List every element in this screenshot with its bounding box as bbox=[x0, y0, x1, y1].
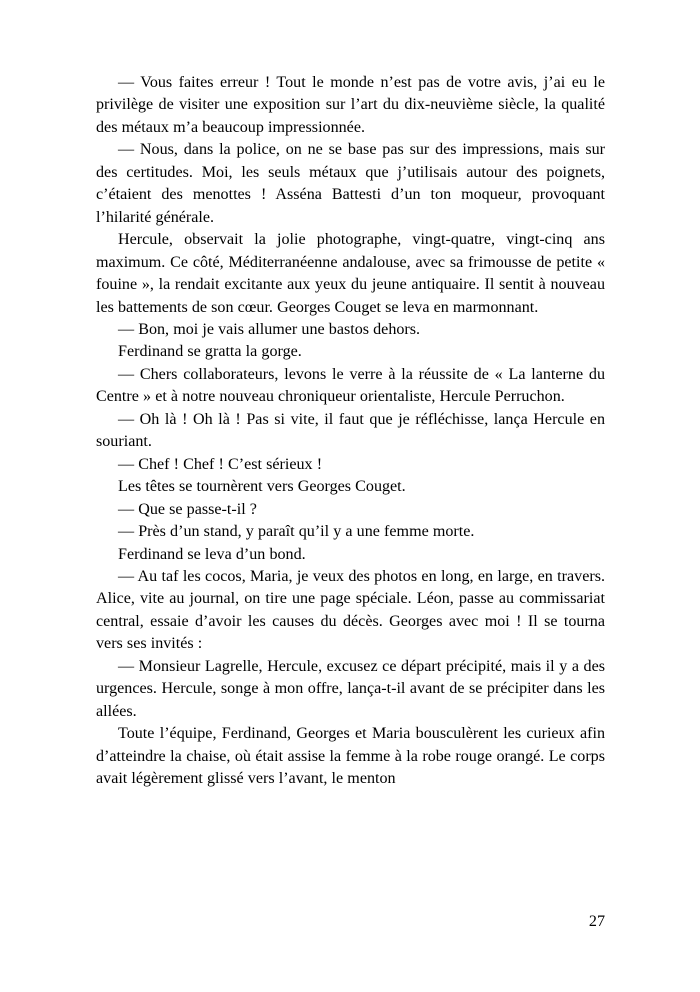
paragraph: — Au taf les cocos, Maria, je veux des photos en long, en large, en travers. Alice, vite au journal, on tire une page spéciale. Léon, passe au commissariat central, essaie d’avoir les causes du décès. Georges avec moi ! Il se tourna vers ses invités : bbox=[96, 567, 605, 653]
paragraph: — Oh là ! Oh là ! Pas si vite, il faut que je réfléchisse, lança Hercule en souriant. bbox=[96, 410, 605, 451]
paragraph: — Chers collaborateurs, levons le verre à la réussite de « La lanterne du Centre » et à notre nouveau chroniqueur orientaliste, Hercule Perruchon. bbox=[96, 365, 605, 406]
paragraph: — Que se passe-t-il ? bbox=[118, 500, 257, 518]
paragraph: Toute l’équipe, Ferdinand, Georges et Maria bousculèrent les curieux afin d’atteindre la chaise, où était assise la femme à la robe rouge orangé. Le corps avait légèrement glissé vers l’avant, le menton bbox=[96, 725, 605, 788]
page-number: 27 bbox=[588, 913, 605, 930]
paragraph: Ferdinand se gratta la gorge. bbox=[118, 343, 302, 361]
paragraph: — Bon, moi je vais allumer une bastos dehors. bbox=[118, 320, 421, 338]
paragraph: — Chef ! Chef ! C’est sérieux ! bbox=[118, 455, 323, 473]
paragraph: — Monsieur Lagrelle, Hercule, excusez ce départ précipité, mais il y a des urgences. Hercule, songe à mon offre, lança-t-il avant de se précipiter dans les allées. bbox=[96, 657, 605, 720]
paragraph: Ferdinand se leva d’un bond. bbox=[118, 545, 306, 563]
paragraph: Les têtes se tournèrent vers Georges Couget. bbox=[118, 478, 406, 496]
paragraph: — Vous faites erreur ! Tout le monde n’est pas de votre avis, j’ai eu le privilège de visiter une exposition sur l’art du dix-neuvième siècle, la qualité des métaux m’a beaucoup impressionnée. bbox=[96, 74, 605, 136]
body-text-column bbox=[96, 72, 605, 791]
paragraph: Hercule, observait la jolie photographe, vingt-quatre, vingt-cinq ans maximum. Ce côté, Méditerranéenne andalouse, avec sa frimousse de petite « fouine », la rendait excitante aux yeux du jeune antiquaire. Il sentit à nouveau les battements de son cœur. Georges Couget se leva en marmonnant. bbox=[96, 231, 605, 316]
paragraph: — Près d’un stand, y paraît qu’il y a une femme morte. bbox=[118, 523, 475, 541]
paragraph: — Nous, dans la police, on ne se base pas sur des impressions, mais sur des certitudes. Moi, les seuls métaux que j’utilisais autour des poignets, c’étaient des menottes ! Asséna Battesti d’un ton moqueur, provoquant l’hilarité générale. bbox=[96, 141, 605, 226]
